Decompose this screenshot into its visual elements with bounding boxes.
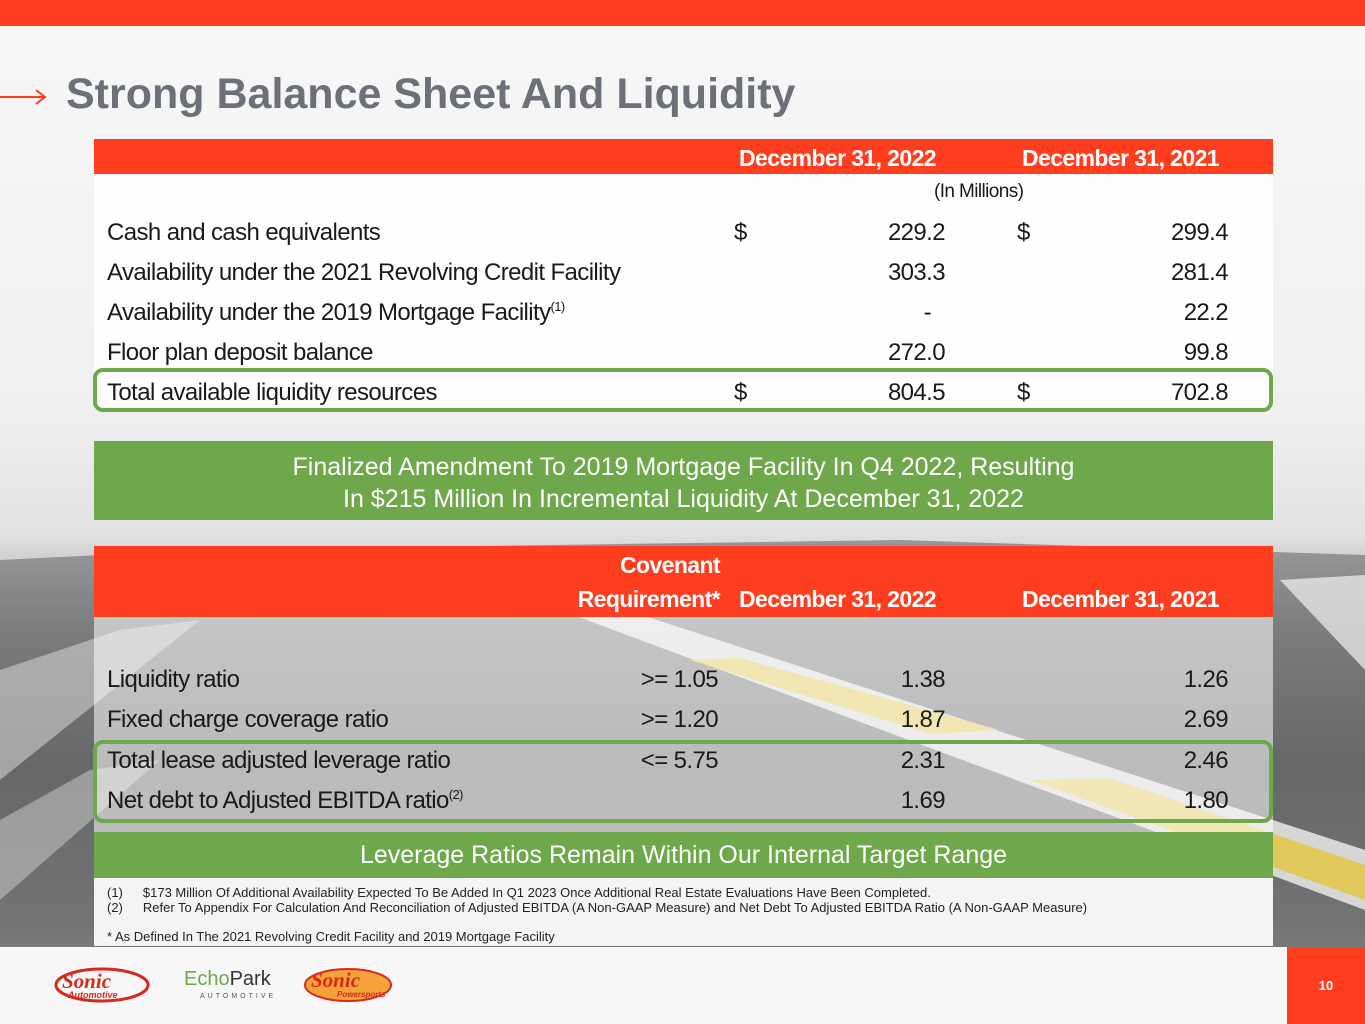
col-header-2021: December 31, 2021 <box>1022 145 1219 171</box>
table-row: Availability under the 2019 Mortgage Facility$^{(1)}$ - 22.2 <box>107 299 1228 326</box>
table-row: Floor plan deposit balance 272.0 99.8 <box>107 339 1228 366</box>
total-liquidity-highlight <box>93 368 1273 412</box>
table-row: Net debt to Adjusted EBITDA ratio$^{(2)}$ 1.69 1.80 <box>107 787 1228 814</box>
leverage-ratios-highlight <box>93 740 1273 823</box>
col-header-covenant-2: Requirement* <box>577 586 720 612</box>
col-header-2022: December 31, 2022 <box>739 145 936 171</box>
sonic-automotive-logo: Sonic Automotive <box>54 966 150 1004</box>
page-number: 10 <box>1287 947 1365 1024</box>
covenant-table-header <box>94 546 1273 617</box>
arrow-right-icon <box>0 82 50 112</box>
col-header-2022: December 31, 2022 <box>739 586 936 612</box>
table-row: Liquidity ratio >= 1.05 1.38 1.26 <box>107 666 1228 693</box>
footnote-asterisk: * As Defined In The 2021 Revolving Credit Facility and 2019 Mortgage Facility <box>107 929 555 944</box>
table-row: Fixed charge coverage ratio >= 1.20 1.87 2.69 <box>107 706 1228 733</box>
top-accent-bar <box>0 0 1365 26</box>
col-header-covenant-1: Covenant <box>620 552 720 578</box>
banner-text: Leverage Ratios Remain Within Our Internal Target Range <box>359 841 1008 869</box>
sonic-powersports-logo: Sonic Powersports <box>303 966 393 1004</box>
table-row: Cash and cash equivalents $ 229.2 $ 299.4 <box>107 219 1228 246</box>
col-header-2021: December 31, 2021 <box>1022 586 1219 612</box>
footnote-2: (2) Refer To Appendix For Calculation And Reconciliation of Adjusted EBITDA (A Non-GAAP Measure) and Net Debt To Adjusted EBITDA Ratio (A Non-GAAP Measure) <box>107 900 1088 915</box>
mortgage-amendment-banner <box>94 441 1273 520</box>
slide-title: Strong Balance Sheet And Liquidity <box>66 70 796 118</box>
table-row: Total lease adjusted leverage ratio <= 5.75 2.31 2.46 <box>107 747 1228 774</box>
leverage-ratios-banner <box>94 832 1273 878</box>
banner-line-1: Finalized Amendment To 2019 Mortgage Facility In Q4 2022, Resulting <box>292 453 1075 481</box>
footnote-1: (1) $173 Million Of Additional Availability Expected To Be Added In Q1 2023 Once Additional Real Estate Evaluations Have Been Completed. <box>107 885 931 900</box>
table-row: Availability under the 2021 Revolving Credit Facility 303.3 281.4 <box>107 259 1228 286</box>
liquidity-table-header <box>94 139 1273 174</box>
units-label: (In Millions) <box>934 181 1024 202</box>
table-row-total: Total available liquidity resources $ 804.5 $ 702.8 <box>107 379 1228 406</box>
echopark-logo: EchoPark AUTOMOTIVE <box>184 968 277 1000</box>
banner-line-2: In $215 Million In Incremental Liquidity At December 31, 2022 <box>343 485 1024 513</box>
